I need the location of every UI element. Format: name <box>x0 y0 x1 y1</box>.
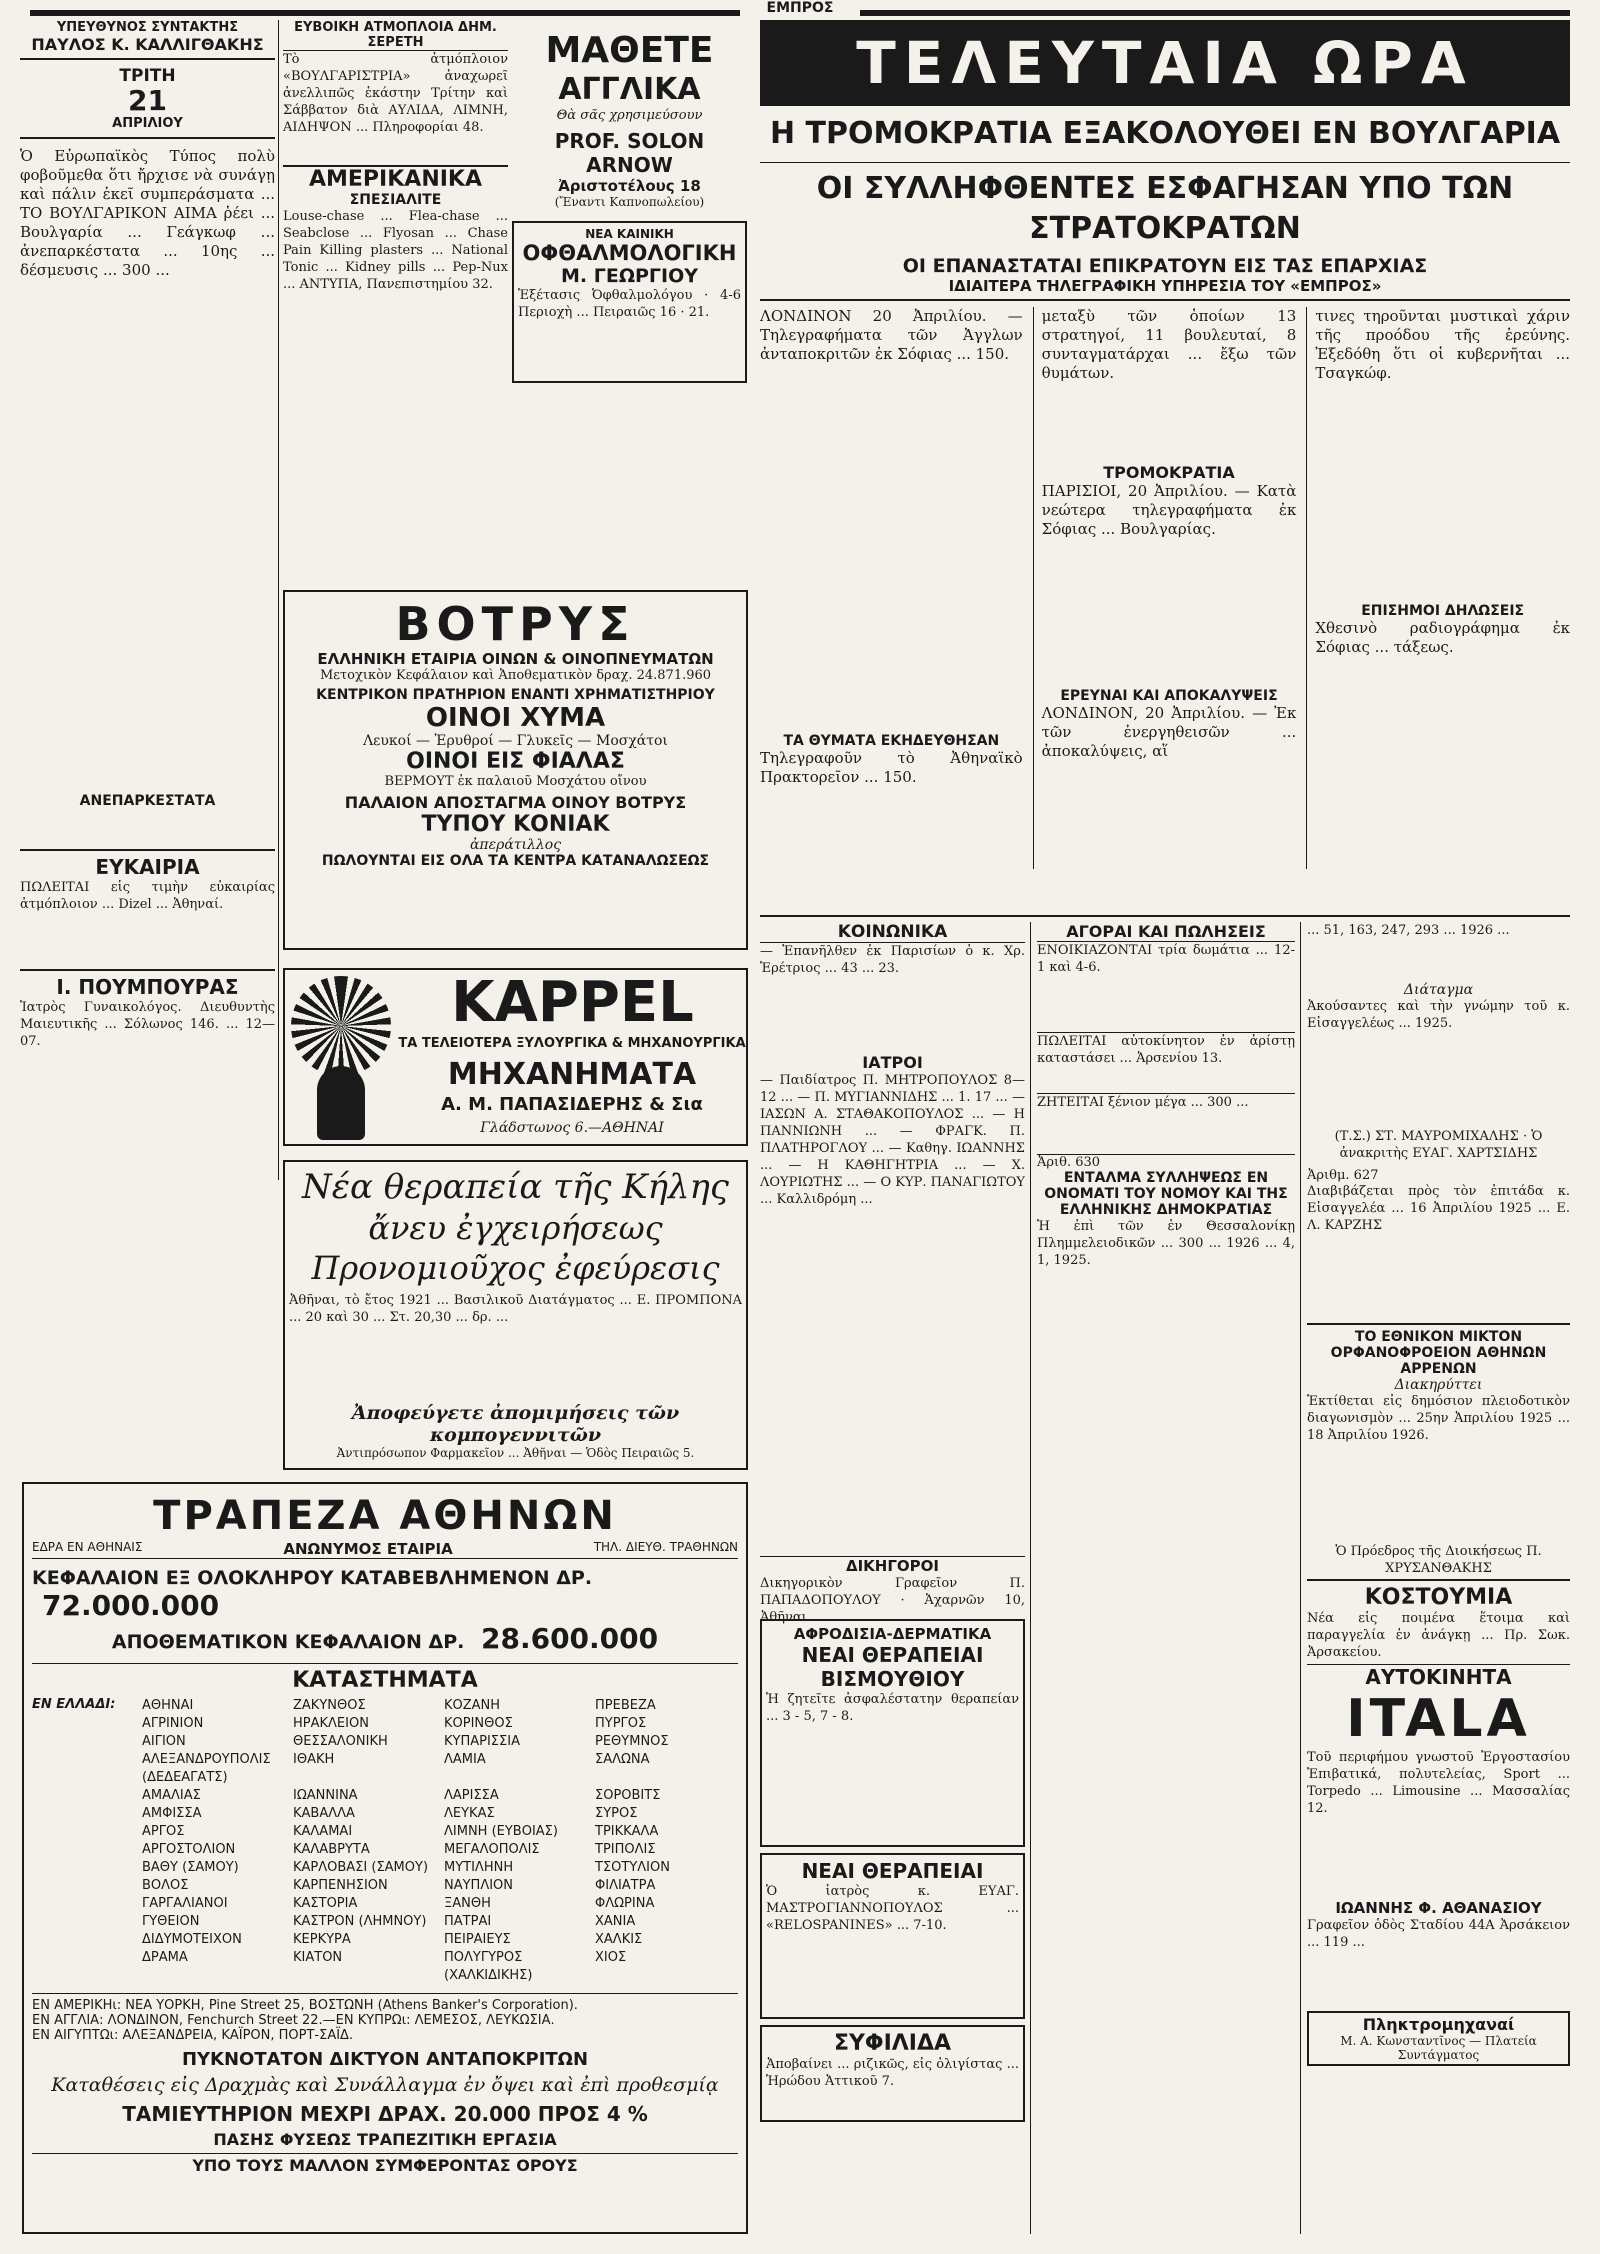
bank-branch-item: ΜΕΓΑΛΟΠΟΛΙΣ <box>444 1842 540 1857</box>
bank-savings: ΤΑΜΙΕΥΤΗΡΙΟΝ ΜΕΧΡΙ ΔΡΑΧ. 20.000 ΠΡΟΣ 4 % <box>122 2102 648 2126</box>
ad-optician-name: Μ. ΓΕΩΡΓΙΟΥ <box>561 265 698 287</box>
news-columns <box>760 307 1570 869</box>
right-lower-text-2: Ἀκούσαντες καὶ τὴν γνώμην τοῦ κ. Εἰσαγγελέως ... 1925. <box>1307 999 1570 1031</box>
bank-branch-item: ΤΣΟΤΥΛΙΟΝ <box>595 1860 670 1875</box>
bank-branch-item: ΛΑΡΙΣΣΑ <box>444 1788 499 1803</box>
news-col-c <box>1306 307 1570 869</box>
news-headline-1: Η ΤΡΟΜΟΚΡΑΤΙΑ ΕΞΑΚΟΛΟΥΘΕΙ ΕΝ ΒΟΥΛΓΑΡΙΑ <box>769 116 1561 151</box>
ad-steamer-text: Τὸ ἀτμόπλοιον «ΒΟΥΛΓΑΡΙΣΤΡΙΑ» ἀναχωρεῖ ἀνελλιπῶς ἑκάστην Τρίτην καὶ Σάββατον διὰ ΑΥΛΙΔΑ, ΛΙΜΝΗ, ΑΙΔΗΨΟΝ ... Πληροφορίαι 48. <box>283 52 508 135</box>
hernia-footer: Ἀποφεύγετε ἀπομιμήσεις τῶν κομπογεννιτῶν <box>351 1402 680 1446</box>
ad-optician-title: ΟΦΘΑΛΜΟΛΟΓΙΚΗ <box>522 241 737 265</box>
bank-branch-item: ΦΛΩΡΙΝΑ <box>595 1896 655 1911</box>
editorial-subhead: ΑΝΕΠΑΡΚΕΣΤΑΤΑ <box>79 793 216 809</box>
bank-branch-item: ΚΙΑΤΟΝ <box>293 1950 343 1965</box>
bank-title: ΤΡΑΠΕΖΑ ΑΘΗΝΩΝ <box>153 1493 617 1539</box>
bank-branch-item: ΚΑΡΠΕΝΗΣΙΟΝ <box>293 1878 388 1893</box>
costumes-text: Νέα εἰς ποιμένα ἕτοιμα καὶ παραγγελία ἐν ἀνάγκῃ ... Πρ. Σωκ. Ἀρσακείου. <box>1307 1611 1570 1660</box>
column-divider <box>278 20 279 1180</box>
bank-branch-item: ΗΡΑΚΛΕΙΟΝ <box>293 1716 369 1731</box>
ad-botrys <box>283 590 748 950</box>
cars-text: Τοῦ περιφήμου γνωστοῦ Ἐργοστασίου Ἐπιβατικά, πολυτελείας, Sport ... Torpedo ... Limousine ... Μασσαλίας 12. <box>1307 1750 1570 1816</box>
bank-branch-item: ΑΡΓΟΣ <box>142 1824 185 1839</box>
typewriters-text: Μ. Α. Κωνσταντῖνος — Πλατεία Συντάγματος <box>1340 2034 1537 2062</box>
issue-month: ΑΠΡΙΛΙΟΥ <box>20 116 275 139</box>
ad-lessons-text: Θὰ σᾶς χρησιμεύσουν <box>556 108 703 123</box>
ad-vd <box>760 1619 1025 1847</box>
news-col-a-sub: ΤΑ ΘΥΜΑΤΑ ΕΚΗΔΕΥΘΗΣΑΝ <box>783 733 1000 749</box>
ad-lessons-title: ΜΑΘΕΤΕ <box>545 30 714 71</box>
orphanage-sub: Διακηρύττει <box>1394 1377 1483 1393</box>
bank-center-tag: ΑΝΩΝΥΜΟΣ ΕΤΑΙΡΙΑ <box>283 1540 453 1558</box>
dealer-text: Γραφεῖον ὁδὸς Σταδίου 44Α Ἀρσάκειον ... 119 ... <box>1307 1918 1570 1950</box>
bank-branch-item: ΜΥΤΙΛΗΝΗ <box>444 1860 514 1875</box>
ad-optician <box>512 221 747 383</box>
vd-text: Ἡ ζητεῖτε ἀσφαλέστατην θεραπείαν ... 3 - 5, 7 - 8. <box>766 1692 1019 1724</box>
ad-lessons-teacher: PROF. SOLON ARNOW <box>554 129 705 177</box>
ad-optician-text: Ἐξέτασις Ὀφθαλμολόγου · 4-6 Περιοχὴ ... Πειραιῶς 16 · 21. <box>518 288 741 320</box>
bank-branch-item: ΞΑΝΘΗ <box>444 1896 491 1911</box>
right-lower-signature: (Τ.Σ.) ΣΤ. ΜΑΥΡΟΜΙΧΑΛΗΣ · Ὁ ἀνακριτὴς ΕΥΑΓ. ΧΑΡΤΣΙΔΗΣ <box>1334 1129 1543 1161</box>
bank-branch-item: ΑΛΕΞΑΝΔΡΟΥΠΟΛΙΣ (ΔΕΔΕΑΓΑΤΣ) <box>142 1752 271 1785</box>
orphanage-signature: Ὁ Πρόεδρος τῆς Διοικήσεως Π. ΧΡΥΣΑΝΘΑΚΗΣ <box>1335 1544 1542 1576</box>
cars-title: ΑΥΤΟΚΙΝΗΤΑ <box>1307 1664 1570 1689</box>
sales-text-3: ΖΗΤΕΙΤΑΙ ξένιον μέγα ... 300 ... <box>1037 1093 1295 1154</box>
classifieds <box>760 922 1025 2234</box>
botrys-varieties: Λευκοί — Ἐρυθροί — Γλυκεῖς — Μοσχάτοι <box>363 733 668 749</box>
editor-name: ΠΑΥΛΟΣ Κ. ΚΑΛΛΙΓΘΑΚΗΣ <box>20 35 275 60</box>
news-col-b-text: μεταξὺ τῶν ὁποίων 13 στρατηγοί, 11 βουλευταί, 8 συνταγματάρχαι ... ἔξω τῶν θυμάτων. <box>1041 307 1297 382</box>
bank-services: ΠΑΣΗΣ ΦΥΣΕΩΣ ΤΡΑΠΕΖΙΤΙΚΗ ΕΡΓΑΣΙΑ <box>213 2130 557 2149</box>
sales-title: ΑΓΟΡΑΙ ΚΑΙ ΠΩΛΗΣΕΙΣ <box>1037 922 1295 942</box>
doctors-text: — Παιδίατρος Π. ΜΗΤΡΟΠΟΥΛΟΣ 8—12 ... — Π. ΜΥΓΙΑΝΝΙΔΗΣ ... 1. 17 ... — ΙΑΣΩΝ Α. ΣΤΑΘΑΚΟΠΟΥΛΟΣ ... — Η ΠΑΝΝΙΩΝΗ ... — ΦΡΑΓΚ. Π. ΠΛΑΤΗΡΟΓΛΟΥ ... — Καθηγ. ΙΩΑΝΝΗΣ ... — Η ΚΑΘΗΓΗΤΡΙΑ ... — Χ. ΛΟΥΡΙΩΤΗΣ ... — Ο ΚΥΡ. ΠΑΝΑΓΙΩΤΟΥ ... Καλλιδρόμη ... <box>760 1073 1025 1207</box>
latest-news <box>760 20 1570 910</box>
news-col-c-sub: ΕΠΙΣΗΜΟΙ ΔΗΛΩΣΕΙΣ <box>1361 603 1525 619</box>
flower-emblem <box>291 976 391 1076</box>
new-therapies-title: ΝΕΑΙ ΘΕΡΑΠΕΙΑΙ <box>801 1859 984 1883</box>
typewriters-ad <box>1307 2011 1570 2066</box>
hernia-text: Ἀθῆναι, τὸ ἔτος 1921 ... Βασιλικοῦ Διατάγματος ... Ε. ΠΡΟΜΠΟΝΑ ... 20 καὶ 30 ... Στ. 20,30 ... δρ. ... <box>289 1293 742 1325</box>
bank-branch-item: ΚΑΣΤΟΡΙΑ <box>293 1896 358 1911</box>
bank-branch-item: ΑΡΓΟΣΤΟΛΙΟΝ <box>142 1842 236 1857</box>
bank-tags <box>32 1540 738 1559</box>
typewriters-title: Πληκτρομηχαναί <box>1362 2015 1515 2034</box>
news-col-b-sub3: ΕΡΕΥΝΑΙ ΚΑΙ ΑΠΟΚΑΛΥΨΕΙΣ <box>1060 688 1278 704</box>
issue-date: 21 <box>128 84 167 117</box>
botrys-brandy: ΠΑΛΑΙΟΝ ΑΠΟΣΤΑΓΜΑ ΟΙΝΟΥ ΒΟΤΡΥΣ <box>344 793 687 812</box>
editorial-text: Ὁ Εὐρωπαϊκὸς Τύπος πολὺ φοβοῦμεθα ὅτι ἤρχισε νὰ συνάγῃ καὶ πάλιν ἐκεῖ συμπεράσματα ... ΤΟ ΒΟΥΛΓΑΡΙΚΟΝ ΑΙΜΑ ῥέει ... Βουλγαρία ... Γεάγκωφ ... ἀνεπαρκέστατα ... 10ης ... δέσμευσις ... 300 ... <box>20 147 275 279</box>
bank-branch-item: ΧΙΟΣ <box>595 1950 627 1965</box>
news-service: ΙΔΙΑΙΤΕΡΑ ΤΗΛΕΓΡΑΦΙΚΗ ΥΠΗΡΕΣΙΑ ΤΟΥ «ΕΜΠΡΟΣ» <box>760 277 1570 301</box>
news-col-b-text3: ΛΟΝΔΙΝΟΝ, 20 Ἀπριλίου. — Ἐκ τῶν ἐνεργηθεισῶν ... ἀποκαλύψεις, αἵ <box>1041 704 1297 760</box>
decree-number: Ἀριθ. 630 <box>1037 1154 1295 1170</box>
ad-hernia <box>283 1160 748 1470</box>
kappel-line2: ΜΗΧΑΝΗΜΑΤΑ <box>447 1058 697 1092</box>
botrys-company: ΕΛΛΗΝΙΚΗ ΕΤΑΙΡΙΑ ΟΙΝΩΝ & ΟΙΝΟΠΝΕΥΜΑΤΩΝ <box>317 650 714 668</box>
bank-reserve-value: 28.600.000 <box>480 1622 659 1655</box>
bank-branch-item: ΚΟΖΑΝΗ <box>444 1698 501 1713</box>
ad-lessons-address: Ἀριστοτέλους 18 <box>558 177 701 195</box>
syphilis-text: Ἀποβαίνει ... ριζικῶς, εἰς ὀλιγίστας ... Ἡρώδου Ἀττικοῦ 7. <box>766 2057 1019 2089</box>
kappel-line1: ΤΑ ΤΕΛΕΙΟΤΕΡΑ ΞΥΛΟΥΡΓΙΚΑ & ΜΗΧΑΝΟΥΡΓΙΚΑ <box>398 1036 746 1051</box>
social-title: ΚΟΙΝΩΝΙΚΑ <box>760 922 1025 943</box>
bank-branch-item: ΚΑΛΑΒΡΥΤΑ <box>293 1842 370 1857</box>
bank-branch-item: ΛΕΥΚΑΣ <box>444 1806 495 1821</box>
bank-deposits: Καταθέσεις εἰς Δραχμὰς καὶ Συνάλλαγμα ἐν ὄψει καὶ ἐπὶ προθεσμίᾳ <box>51 2074 719 2096</box>
syphilis-title: ΣΥΦΙΛΙΔΑ <box>833 2031 952 2056</box>
ad-lessons-subject: ΑΓΓΛΙΚΑ <box>558 72 701 107</box>
bank-branches-block <box>32 1697 738 1985</box>
news-col-b <box>1033 307 1297 869</box>
news-bottom-rule <box>760 915 1570 917</box>
orphanage-title: ΤΟ ΕΘΝΙΚΟΝ ΜΙΚΤΟΝ ΟΡΦΑΝΟΦΡΟΕΙΟΝ ΑΘΗΝΩΝ ΑΡΡΕΝΩΝ <box>1307 1323 1570 1377</box>
right-lower-text-1: ... 51, 163, 247, 293 ... 1926 ... <box>1307 923 1510 938</box>
bank-branch-item: ΧΑΛΚΙΣ <box>595 1932 643 1947</box>
news-banner: ΤΕΛΕΥΤΑΙΑ ΩΡΑ <box>760 20 1570 106</box>
bank-branch-item: ΒΑΘΥ (ΣΑΜΟΥ) <box>142 1860 239 1875</box>
kappel-title: KAPPEL <box>451 974 694 1032</box>
kappel-address: Γλάδστωνος 6.—ΑΘΗΝΑΙ <box>480 1120 664 1136</box>
ad-poumpouras-title: Ι. ΠΟΥΜΠΟΥΡΑΣ <box>20 969 275 999</box>
ad-amerikanika-title: ΑΜΕΡΙΚΑΝΙΚΑ <box>283 165 508 192</box>
ad-eukairia-text: ΠΩΛΕΙΤΑΙ εἰς τιμὴν εὐκαιρίας ἀτμόπλοιον ... Dizel ... Ἀθηναί. <box>20 880 275 912</box>
lawyers-text: Δικηγορικὸν Γραφεῖον Π. ΠΑΠΑΔΟΠΟΥΛΟΥ · Ἀχαρνῶν 10, Ἀθῆναι. <box>760 1576 1025 1625</box>
decree-title: ΕΝΤΑΛΜΑ ΣΥΛΛΗΨΕΩΣ ΕΝ ΟΝΟΜΑΤΙ ΤΟΥ ΝΟΜΟΥ ΚΑΙ ΤΗΣ ΕΛΛΗΝΙΚΗΣ ΔΗΜΟΚΡΑΤΙΑΣ <box>1044 1170 1288 1218</box>
bank-branch-item: ΚΕΡΚΥΡΑ <box>293 1932 351 1947</box>
botrys-cognac: ΤΥΠΟΥ ΚΟΝΙΑΚ <box>421 812 610 837</box>
botrys-bottled: ΟΙΝΟΙ ΕΙΣ ΦΙΑΛΑΣ <box>406 749 625 774</box>
bank-branch-item: ΖΑΚΥΝΘΟΣ <box>293 1698 366 1713</box>
bank-capital-label: ΚΕΦΑΛΑΙΟΝ ΕΞ ΟΛΟΚΛΗΡΟΥ ΚΑΤΑΒΕΒΛΗΜΕΝΟΝ ΔΡ. <box>32 1567 593 1589</box>
ad-amerikanika-sub: ΣΠΕΣΙΑΛΙΤΕ <box>349 192 442 208</box>
editor-label: ΥΠΕΥΘΥΝΟΣ ΣΥΝΤΑΚΤΗΣ <box>56 20 239 35</box>
ad-optician-tag: ΝΕΑ ΚΑΙΝΙΚΗ <box>585 227 674 241</box>
bank-branch-item: ΑΙΓΙΟΝ <box>142 1734 186 1749</box>
hernia-h1: Νέα θεραπεία τῆς Κήλης <box>302 1167 729 1207</box>
dealer-name: ΙΩΑΝΝΗΣ Φ. ΑΘΑΝΑΣΙΟΥ <box>1335 1899 1542 1917</box>
news-col-b-text2: ΠΑΡΙΣΙΟΙ, 20 Ἀπριλίου. — Κατὰ νεώτερα τηλεγραφήματα ἐκ Σόφιας ... Βουλγαρίας. <box>1041 482 1297 538</box>
bank-branch-item: ΛΙΜΝΗ (ΕΥΒΟΙΑΣ) <box>444 1824 558 1839</box>
bank-branch-item: ΚΟΡΙΝΘΟΣ <box>444 1716 513 1731</box>
bank-branch-list <box>142 1697 738 1985</box>
decree-notice: Διάταγμα <box>1403 982 1474 998</box>
news-headline-3: ΟΙ ΕΠΑΝΑΣΤΑΤΑΙ ΕΠΙΚΡΑΤΟΥΝ ΕΙΣ ΤΑΣ ΕΠΑΡΧΙΑΣ <box>902 255 1428 277</box>
vd-sub: ΝΕΑΙ ΘΕΡΑΠΕΙΑΙ <box>801 1643 984 1667</box>
bank-branch-item: ΤΡΙΠΟΛΙΣ <box>595 1842 656 1857</box>
bank-branches-label: ΕΝ ΕΛΛΑΔΙ: <box>32 1697 116 1712</box>
botrys-wine-bulk: ΟΙΝΟΙ ΧΥΜΑ <box>425 703 606 733</box>
bank-branch-item: ΤΡΙΚΚΑΛΑ <box>595 1824 659 1839</box>
bank-capital-line <box>32 1567 738 1622</box>
ad-kappel <box>283 968 748 1146</box>
hernia-address: Ἀντιπρόσωπον Φαρμακεῖον ... Ἀθῆναι — Ὁδὸς Πειραιῶς 5. <box>336 1446 695 1460</box>
bank-branch-item: ΠΥΡΓΟΣ <box>595 1716 647 1731</box>
new-therapies-text: Ὁ ἰατρὸς κ. ΕΥΑΓ. ΜΑΣΤΡΟΓΙΑΝΝΟΠΟΥΛΟΣ ... «RELOSPANINES» ... 7-10. <box>766 1884 1019 1933</box>
kappel-line3: Α. Μ. ΠΑΠΑΣΙΔΕΡΗΣ & Σια <box>441 1094 703 1115</box>
ad-steamer-title: ΕΥΒΟΪΚΗ ΑΤΜΟΠΛΟΪΑ ΔΗΜ. ΣΕΡΕΤΗ <box>283 20 508 51</box>
bank-branch-item: ΙΘΑΚΗ <box>293 1752 335 1767</box>
news-col-c-text2: Χθεσινὸ ραδιογράφημα ἐκ Σόφιας ... τάξεως. <box>1315 619 1570 656</box>
bank-branch-item: ΒΟΛΟΣ <box>142 1878 189 1893</box>
bank-branch-item: ΠΡΕΒΕΖΑ <box>595 1698 656 1713</box>
machine-illustration <box>317 1066 365 1140</box>
bank-branch-item: ΧΑΝΙΑ <box>595 1914 636 1929</box>
ad-poumpouras-text: Ἰατρὸς Γυναικολόγος. Διευθυντὴς Μαιευτικῆς ... Σόλωνος 146. ... 12—07. <box>20 1000 275 1049</box>
bank-branch-item: ΓΥΘΕΙΟΝ <box>142 1914 200 1929</box>
bank-reserve-label: ΑΠΟΘΕΜΑΤΙΚΟΝ ΚΕΦΑΛΑΙΟΝ ΔΡ. <box>111 1631 465 1653</box>
bank-branch-item: ΑΘΗΝΑΙ <box>142 1698 194 1713</box>
issue-day: ΤΡΙΤΗ <box>119 66 176 86</box>
bank-branch-item: ΔΙΔΥΜΟΤΕΙΧΟΝ <box>142 1932 242 1947</box>
news-col-a-text2: Τηλεγραφοῦν τὸ Ἀθηναϊκὸ Πρακτορεῖον ... 150. <box>760 749 1023 786</box>
news-col-a <box>760 307 1023 869</box>
orphanage-text: Ἐκτίθεται εἰς δημόσιον πλειοδοτικὸν διαγωνισμὸν ... 25ην Ἀπριλίου 1925 ... 18 Ἀπριλίου 1926. <box>1307 1394 1570 1443</box>
bank-reserve-line <box>32 1622 738 1655</box>
bank-branch-item: ΘΕΣΣΑΛΟΝΙΚΗ <box>293 1734 388 1749</box>
bank-branch-item: ΔΡΑΜΑ <box>142 1950 188 1965</box>
ad-amerikanika-text: Louse-chase ... Flea-chase ... Seabclose ... Flyosan ... Chase Pain Killing plasters ... National Tonic ... Kidney pills ... Pep-Nux ... ΑΝΤΥΠΑ, Πανεπιστημίου 32. <box>283 209 508 292</box>
bank-abroad-3: ΕΝ ΑΙΓΥΠΤΩι: ΑΛΕΞΑΝΔΡΕΙΑ, ΚΑΪΡΟΝ, ΠΟΡΤ-ΣΑΪΔ. <box>32 2028 354 2043</box>
column-3-top <box>512 20 747 520</box>
masthead-title: ΕΜΠΡΟΣ <box>740 0 860 18</box>
botrys-vermouth: ΒΕΡΜΟΥΤ ἐκ παλαιοῦ Μοσχάτου οἴνου <box>384 774 647 789</box>
bank-branch-item: ΠΕΙΡΑΙΕΥΣ <box>444 1932 511 1947</box>
bank-network: ΠΥΚΝΟΤΑΤΟΝ ΔΙΚΤΥΟΝ ΑΝΤΑΠΟΚΡΙΤΩΝ <box>181 2049 589 2070</box>
bank-left-tag: ΕΔΡΑ ΕΝ ΑΘΗΝΑΙΣ <box>32 1540 143 1554</box>
bank-branch-item: ΚΑΣΤΡΟΝ (ΛΗΜΝΟΥ) <box>293 1914 427 1929</box>
bank-branch-item: ΣΥΡΟΣ <box>595 1806 638 1821</box>
sales-column <box>1030 922 1295 2234</box>
bank-right-tag: ΤΗΛ. ΔΙΕΥΘ. ΤΡΑΘΗΝΩΝ <box>593 1540 738 1554</box>
bank-branch-item: ΠΟΛΥΓΥΡΟΣ (ΧΑΛΚΙΔΙΚΗΣ) <box>444 1950 533 1983</box>
bank-abroad <box>32 1993 738 2043</box>
news-col-c-text: τινες τηροῦνται μυστικαὶ χάριν τῆς προόδου τῆς ἐρεύνης. Ἐξεδόθη ὅτι οἱ κυβερνῆται ... Τσαγκώφ. <box>1315 307 1570 382</box>
right-lower-text-3: Διαβιβάζεται πρὸς τὸν ἐπιτάδα κ. Εἰσαγγελέα ... 16 Ἀπριλίου 1925 ... Ε. Λ. ΚΑΡΖΗΣ <box>1307 1184 1570 1233</box>
bank-branch-item: ΣΟΡΟΒΙΤΣ <box>595 1788 661 1803</box>
bank-abroad-2: ΕΝ ΑΓΓΛΙΑ: ΛΟΝΔΙΝΟΝ, Fenchurch Street 22.—ΕΝ ΚΥΠΡΩι: ΛΕΜΕΣΟΣ, ΛΕΥΚΩΣΙΑ. <box>32 2013 555 2028</box>
botrys-absinthe: ἀπεράτιλλος <box>469 837 562 853</box>
column-1 <box>20 20 275 1185</box>
bank-branch-item: ΚΑΒΑΛΛΑ <box>293 1806 355 1821</box>
news-col-b-sub: ΤΡΟΜΟΚΡΑΤΙΑ <box>1103 463 1235 482</box>
bank-branch-item: ΓΑΡΓΑΛΙΑΝΟΙ <box>142 1896 228 1911</box>
news-headline-2: ΟΙ ΣΥΛΛΗΦΘΕΝΤΕΣ ΕΣΦΑΓΗΣΑΝ ΥΠΟ ΤΩΝ ΣΤΡΑΤΟΚΡΑΤΩΝ <box>760 162 1570 249</box>
bank-abroad-1: ΕΝ ΑΜΕΡΙΚΗι: ΝΕΑ ΥΟΡΚΗ, Pine Street 25, ΒΟΣΤΩΝΗ (Athens Banker's Corporation). <box>32 1998 578 2013</box>
news-col-a-text: ΛΟΝΔΙΝΟΝ 20 Ἀπριλίου. — Τηλεγραφήματα τῶν Ἀγγλων ἀνταποκριτῶν ἐκ Σόφιας ... 150. <box>760 307 1023 363</box>
right-lower-ref: Ἀριθμ. 627 <box>1307 1168 1379 1183</box>
ad-syphilis <box>760 2025 1025 2122</box>
lawyers-title: ΔΙΚΗΓΟΡΟΙ <box>760 1556 1025 1575</box>
right-lower-column <box>1300 922 1570 2234</box>
doctors-title: ΙΑΤΡΟΙ <box>862 1053 923 1072</box>
botrys-sold: ΠΩΛΟΥΝΤΑΙ ΕΙΣ ΟΛΑ ΤΑ ΚΕΝΤΡΑ ΚΑΤΑΝΑΛΩΣΕΩΣ <box>321 853 710 869</box>
botrys-shop: ΚΕΝΤΡΙΚΟΝ ΠΡΑΤΗΡΙΟΝ ΕΝΑΝΤΙ ΧΡΗΜΑΤΙΣΤΗΡΙΟΥ <box>316 687 715 703</box>
ad-eukairia-title: ΕΥΚΑΙΡΙΑ <box>20 849 275 879</box>
bank-branch-item: ΚΑΡΛΟΒΑΣΙ (ΣΑΜΟΥ) <box>293 1860 429 1875</box>
ad-new-therapies <box>760 1853 1025 2019</box>
bank-branch-item: ΑΜΑΛΙΑΣ <box>142 1788 201 1803</box>
costumes-title: ΚΟΣΤΟΥΜΙΑ <box>1307 1579 1570 1610</box>
hernia-h3: Προνομιοῦχος ἐφεύρεσις <box>311 1249 720 1287</box>
cars-brand: ITALA <box>1346 1689 1531 1749</box>
bank-branch-item: ΝΑΥΠΛΙΟΝ <box>444 1878 514 1893</box>
bank-branch-item: ΣΑΛΩΝΑ <box>595 1752 650 1767</box>
bank-branch-item: ΑΓΡΙΝΙΟΝ <box>142 1716 204 1731</box>
ad-lessons-note: (Ἔναντι Καπνοπωλείου) <box>554 195 705 209</box>
botrys-title: ΒΟΤΡΥΣ <box>395 597 636 651</box>
bank-branch-item: ΑΜΦΙΣΣΑ <box>142 1806 202 1821</box>
bank-branch-item: ΠΑΤΡΑΙ <box>444 1914 492 1929</box>
vd-name: ΒΙΣΜΟΥΘΙΟΥ <box>820 1667 965 1691</box>
bank-branch-item: ΛΑΜΙΑ <box>444 1752 486 1767</box>
bank-branch-item: ΚΑΛΑΜΑΙ <box>293 1824 353 1839</box>
bank-branch-item: ΚΥΠΑΡΙΣΣΙΑ <box>444 1734 520 1749</box>
bank-branch-item: ΡΕΘΥΜΝΟΣ <box>595 1734 669 1749</box>
botrys-capital: Μετοχικὸν Κεφάλαιον καὶ Ἀποθεματικὸν δραχ. 24.871.960 <box>319 668 712 683</box>
column-2-top <box>283 20 508 520</box>
vd-title: ΑΦΡΟΔΙΣΙΑ-ΔΕΡΜΑΤΙΚΑ <box>793 1625 992 1643</box>
bank-branch-item: ΦΙΛΙΑΤΡΑ <box>595 1878 656 1893</box>
sales-text-2: ΠΩΛΕΙΤΑΙ αὐτοκίνητον ἐν ἀρίστῃ καταστάσει ... Ἀρσενίου 13. <box>1037 1032 1295 1093</box>
ad-bank <box>22 1482 748 2234</box>
sales-text-1: ΕΝΟΙΚΙΑΖΟΝΤΑΙ τρία δωμάτια ... 12-1 καὶ 4-6. <box>1037 943 1295 975</box>
bank-branch-item: ΙΩΑΝΝΙΝΑ <box>293 1788 358 1803</box>
decree-text: Ἡ ἐπὶ τῶν ἐν Θεσσαλονίκῃ Πλημμελειοδικῶν ... 300 ... 1926 ... 4, 1, 1925. <box>1037 1219 1295 1268</box>
bank-branches-title: ΚΑΤΑΣΤΗΜΑΤΑ <box>32 1663 738 1693</box>
social-text: — Ἐπανῆλθεν ἐκ Παρισίων ὁ κ. Χρ. Ἐρέτριος ... 43 ... 23. <box>760 944 1025 976</box>
bank-capital-value: 72.000.000 <box>42 1589 220 1622</box>
bank-terms: ΥΠΟ ΤΟΥΣ ΜΑΛΛΟΝ ΣΥΜΦΕΡΟΝΤΑΣ ΟΡΟΥΣ <box>32 2153 738 2175</box>
hernia-h2: ἄνευ ἐγχειρήσεως <box>368 1209 663 1247</box>
